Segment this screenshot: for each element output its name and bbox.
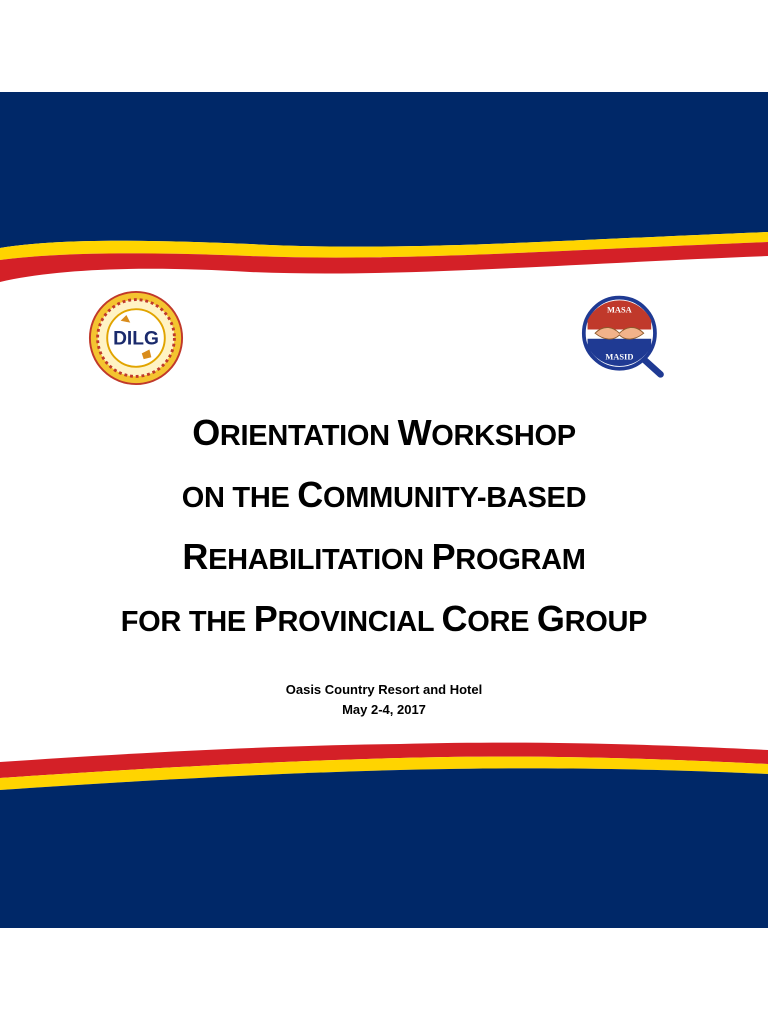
venue-location: Oasis Country Resort and Hotel xyxy=(285,682,483,697)
bottom-banner xyxy=(0,720,768,1024)
title-word: ON xyxy=(181,482,225,514)
masa-masid-handshake-icon xyxy=(578,292,672,380)
masa-logo-bottom-text: MASID xyxy=(605,351,634,362)
title-line-3 xyxy=(0,526,768,588)
title-word: FOR xyxy=(120,606,182,638)
bottom-banner-navy xyxy=(0,768,768,928)
dilg-seal-icon xyxy=(88,290,184,386)
top-banner xyxy=(0,0,768,300)
title-word: PROGRAM xyxy=(431,536,586,577)
title-word: REHABILITATION xyxy=(182,536,424,577)
title-line-2 xyxy=(0,464,768,526)
title-word: THE xyxy=(188,606,246,638)
title-line-4 xyxy=(0,588,768,650)
title-line-1 xyxy=(0,402,768,464)
title-word: COMMUNITY-BASED xyxy=(297,474,587,515)
top-banner-navy xyxy=(0,92,768,248)
event-details xyxy=(0,680,768,720)
masa-logo-top-text: MASA xyxy=(607,304,632,315)
event-date: May 2-4, 2017 xyxy=(342,702,426,717)
title-word: THE xyxy=(232,482,290,514)
dilg-logo-text: DILG xyxy=(113,328,159,350)
document-title xyxy=(0,402,768,650)
title-word: GROUP xyxy=(536,598,648,639)
title-word: WORKSHOP xyxy=(397,412,576,453)
title-word: PROVINCIAL xyxy=(253,598,434,639)
title-word: ORIENTATION xyxy=(192,412,390,453)
title-word: CORE xyxy=(441,598,530,639)
